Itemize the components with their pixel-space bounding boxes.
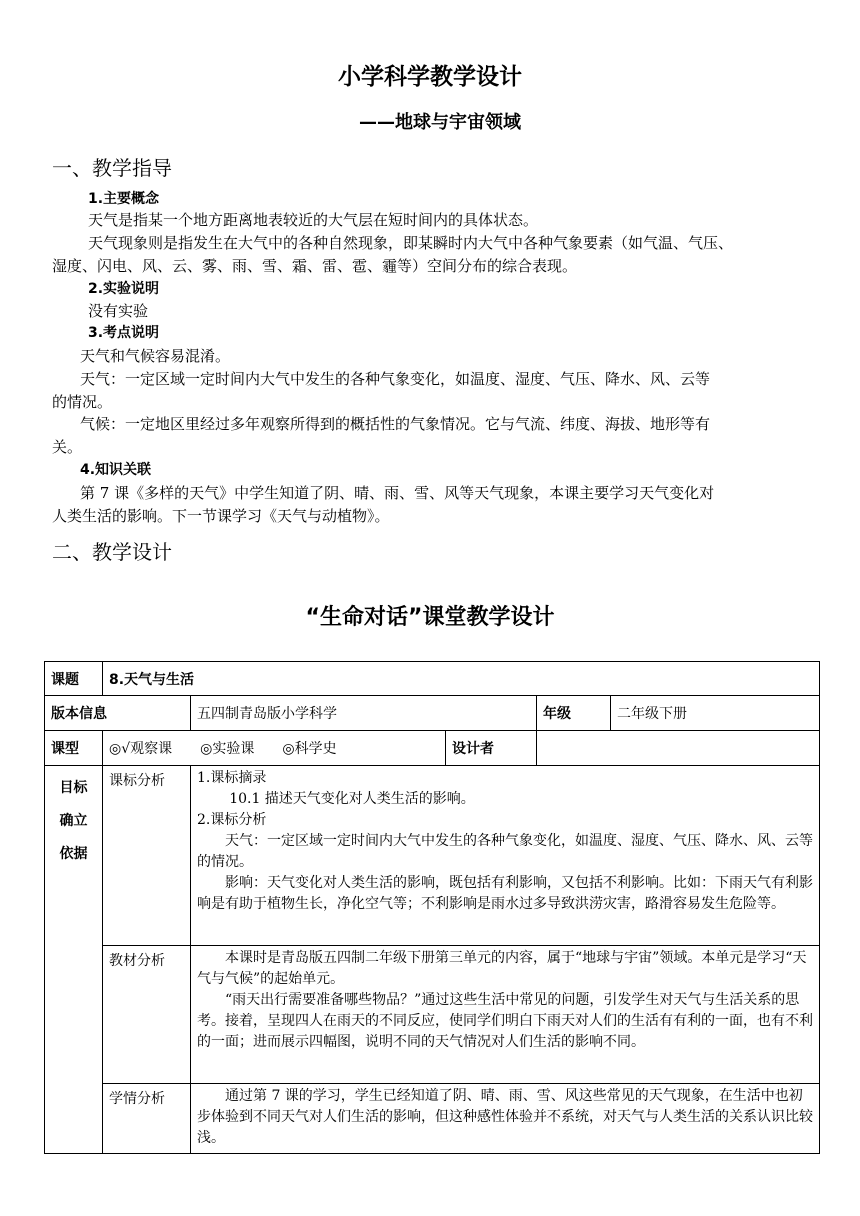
target-label-line-1: 目标 bbox=[59, 780, 88, 796]
learner-analysis-paragraph: 通过第 7 课的学习，学生已经知道了阴、晴、雨、雪、风这些常见的天气现象，在生活中也初步体验到不同天气对人们生活的影响，但这种感性体验并不系统，对天气与人类生活的关系认识比较浅。 bbox=[197, 1088, 813, 1146]
document-title: 小学科学教学设计 bbox=[338, 64, 522, 90]
target-label-line-3: 依据 bbox=[59, 846, 88, 862]
standard-analysis-content bbox=[191, 766, 820, 946]
row-version bbox=[45, 696, 820, 731]
concept-label: 1.主要概念 bbox=[88, 191, 160, 207]
grade-label: 年级 bbox=[537, 696, 611, 731]
row-learner-analysis bbox=[45, 1084, 820, 1154]
exam-point-paragraph-3a: 气候：一定地区里经过多年观察所得到的概括性的气象情况。它与气流、纬度、海拔、地形等有 bbox=[80, 415, 711, 433]
designer-label: 设计者 bbox=[446, 731, 537, 766]
row-textbook-analysis bbox=[45, 946, 820, 1084]
target-label-line-2: 确立 bbox=[59, 813, 88, 829]
standard-analysis-label: 课标分析 bbox=[103, 766, 191, 946]
experiment-text: 没有实验 bbox=[88, 302, 149, 320]
lesson-design-table bbox=[44, 661, 820, 1154]
standard-analysis-weather: 天气：一定区域一定时间内大气中发生的各种气象变化，如温度、湿度、气压、降水、风、云等的情况。 bbox=[197, 833, 813, 870]
section-heading-teaching-design: 二、教学设计 bbox=[52, 540, 172, 564]
standard-analysis-heading: 2.课标分析 bbox=[197, 812, 267, 828]
textbook-analysis-paragraph-1: 本课时是青岛版五四制二年级下册第三单元的内容，属于“地球与宇宙”领域。本单元是学习“天气与气候”的起始单元。 bbox=[197, 950, 807, 987]
concept-paragraph-2a: 天气现象则是指发生在大气中的各种自然现象，即某瞬时内大气中各种气象要素（如气温、气压、 bbox=[88, 234, 734, 252]
standard-excerpt-heading: 1.课标摘录 bbox=[197, 770, 267, 786]
exam-point-paragraph-1: 天气和气候容易混淆。 bbox=[80, 347, 231, 365]
row-standard-analysis bbox=[45, 766, 820, 946]
concept-paragraph-1: 天气是指某一个地方距离地表较近的大气层在短时间内的具体状态。 bbox=[88, 211, 539, 229]
form-title: “生命对话”课堂教学设计 bbox=[305, 605, 555, 630]
grade-value: 二年级下册 bbox=[611, 696, 820, 731]
learner-analysis-label: 学情分析 bbox=[103, 1084, 191, 1154]
designer-value bbox=[537, 731, 820, 766]
section-heading-teaching-guide: 一、教学指导 bbox=[52, 156, 172, 180]
knowledge-link-paragraph-a: 第 7 课《多样的天气》中学生知道了阴、晴、雨、雪、风等天气现象，本课主要学习天气变化对 bbox=[80, 484, 715, 502]
knowledge-link-paragraph-b: 人类生活的影响。下一节课学习《天气与动植物》。 bbox=[52, 507, 390, 525]
row-topic bbox=[45, 662, 820, 696]
textbook-analysis-content bbox=[191, 946, 820, 1084]
type-value: ◎√观察课 ◎实验课 ◎科学史 bbox=[103, 731, 446, 766]
textbook-analysis-paragraph-2: “雨天出行需要准备哪些物品？”通过这些生活中常见的问题，引发学生对天气与生活关系的思考。接着，呈现四人在雨天的不同反应，使同学们明白下雨天对人们的生活有有利的一面，也有不利的一面；进而展示四幅图，说明不同的天气情况对人们生活的影响不同。 bbox=[197, 992, 813, 1050]
version-value: 五四制青岛版小学科学 bbox=[191, 696, 537, 731]
exam-point-paragraph-2b: 的情况。 bbox=[52, 393, 113, 411]
standard-analysis-impact: 影响：天气变化对人类生活的影响，既包括有利影响，又包括不利影响。比如：下雨天气有利影响是有助于植物生长，净化空气等；不利影响是雨水过多导致洪涝灾害，路滑容易发生危险等。 bbox=[197, 875, 813, 912]
standard-excerpt-text: 10.1 描述天气变化对人类生活的影响。 bbox=[229, 791, 475, 807]
experiment-label: 2.实验说明 bbox=[88, 281, 160, 297]
knowledge-link-label: 4.知识关联 bbox=[80, 462, 152, 478]
topic-value: 8.天气与生活 bbox=[103, 662, 820, 696]
exam-point-paragraph-2a: 天气：一定区域一定时间内大气中发生的各种气象变化，如温度、湿度、气压、降水、风、云等 bbox=[80, 370, 711, 388]
learner-analysis-content bbox=[191, 1084, 820, 1154]
type-label: 课型 bbox=[45, 731, 103, 766]
version-label: 版本信息 bbox=[45, 696, 191, 731]
exam-point-paragraph-3b: 关。 bbox=[52, 438, 83, 456]
textbook-analysis-label: 教材分析 bbox=[103, 946, 191, 1084]
document-subtitle: ——地球与宇宙领域 bbox=[359, 112, 521, 133]
target-basis-label bbox=[45, 766, 103, 1154]
row-type bbox=[45, 731, 820, 766]
concept-paragraph-2b: 湿度、闪电、风、云、雾、雨、雪、霜、雷、雹、霾等）空间分布的综合表现。 bbox=[52, 257, 578, 275]
topic-label: 课题 bbox=[45, 662, 103, 696]
exam-point-label: 3.考点说明 bbox=[88, 325, 160, 341]
